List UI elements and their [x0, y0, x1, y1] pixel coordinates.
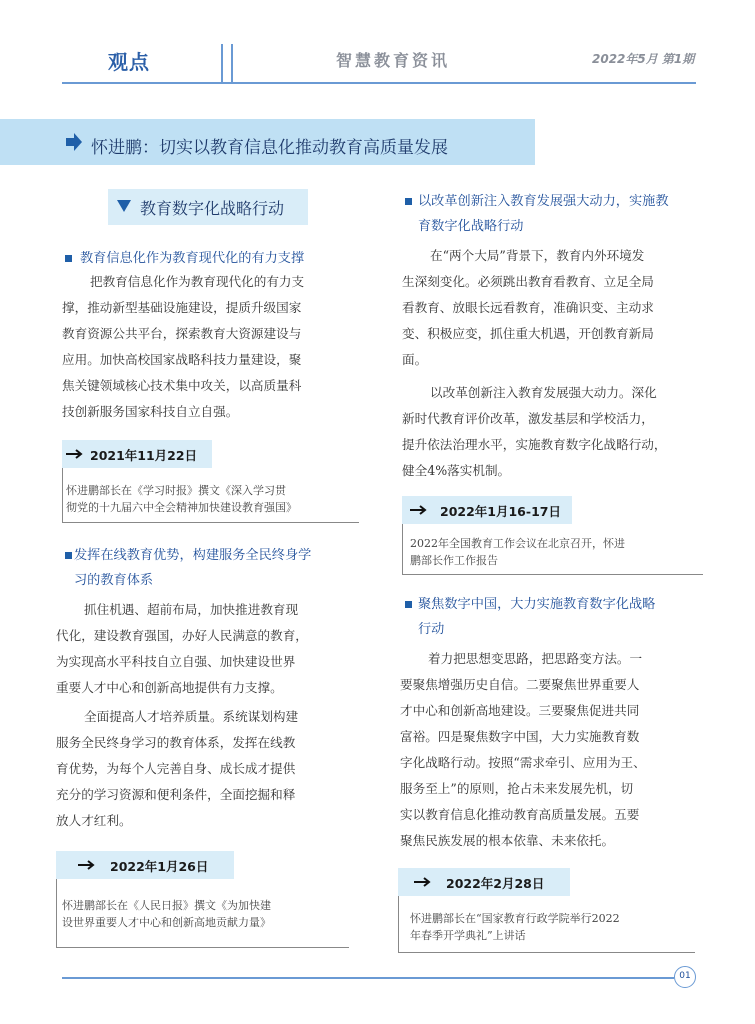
paragraph: 把教育信息化作为教育现代化的有力支 撑，推动新型基础设施建设，提质升级国家 教育资源公共平台，探索教育大资源建设与 应用。加快高校国家战略科技力量建设，聚 焦关键领域核心技术集中攻关，以高质量科 技创新服务国家科技自立自强。: [62, 274, 305, 419]
arrow-right-icon: [78, 860, 96, 870]
triangle-down-icon: [117, 200, 131, 212]
paragraph: 全面提高人才培养质量。系统谋划构建 服务全民终身学习的教育体系，发挥在线教 育优势，为每个人完善自身、成长成才提供 充分的学习资源和便利条件，全面挖掘和释 放人才红利。: [56, 709, 299, 828]
page-number: 01: [674, 966, 696, 988]
date-label: 2022年2月28日: [446, 876, 545, 891]
paragraph: 抓住机遇、超前布局，加快推进教育现 代化，建设教育强国，办好人民满意的教育， 为实现高水平科技自立自强、加快建设世界 重要人才中心和创新高地提供有力支撑。: [56, 602, 308, 695]
publication-name: 智慧教育资讯: [336, 51, 451, 70]
section-label: 观点: [108, 50, 150, 74]
date-label: 2022年1月16-17日: [440, 504, 561, 519]
date-label: 2022年1月26日: [110, 859, 209, 874]
header-divider: [231, 44, 233, 82]
source-note: 怀进鹏部长在《人民日报》撰文《为加快建 设世界重要人才中心和创新高地贡献力量》: [62, 899, 271, 929]
issue-label: 2022年5月 第1期: [592, 52, 695, 66]
square-bullet-icon: [405, 198, 412, 205]
source-note: 2022年全国教育工作会议在北京召开，怀进 鹏部长作工作报告: [410, 537, 625, 567]
subheading: 发挥在线教育优势，构建服务全民终身学 习的教育体系: [74, 548, 312, 588]
header-rule: [62, 82, 696, 84]
arrow-right-icon: [414, 877, 432, 887]
paragraph: 在“两个大局”背景下，教育内外环境发 生深刻变化。必须跳出教育看教育、立足全局 看教育、放眼长远看教育，准确识变、主动求 变、积极应变，抓住重大机遇，开创教育新局 面。: [402, 248, 654, 367]
source-note: 怀进鹏部长在“国家教育行政学院举行2022 年春季开学典礼”上讲话: [410, 912, 620, 942]
article-title: 怀进鹏：切实以教育信息化推动教育高质量发展: [91, 138, 448, 158]
paragraph: 以改革创新注入教育发展强大动力。深化 新时代教育评价改革，激发基层和学校活力， 提升依法治理水平，实施教育数字化战略行动， 健全4%落实机制。: [402, 385, 667, 478]
section-heading: 教育数字化战略行动: [140, 199, 285, 218]
footer-rule: [62, 977, 674, 979]
square-bullet-icon: [65, 255, 72, 262]
source-note: 怀进鹏部长在《学习时报》撰文《深入学习贯 彻党的十九届六中全会精神加快建设教育强国》: [66, 484, 297, 514]
date-label: 2021年11月22日: [90, 448, 198, 463]
header-divider: [221, 44, 223, 82]
subheading: 以改革创新注入教育发展强大动力，实施教 育数字化战略行动: [418, 194, 669, 234]
subheading: 聚焦数字中国，大力实施教育数字化战略 行动: [418, 597, 656, 637]
arrow-right-icon: [410, 505, 428, 515]
square-bullet-icon: [405, 601, 412, 608]
subheading: 教育信息化作为教育现代化的有力支撑: [80, 251, 305, 266]
arrow-right-icon: [66, 449, 84, 459]
arrow-right-icon: [66, 133, 82, 151]
square-bullet-icon: [65, 552, 72, 559]
paragraph: 着力把思想变思路，把思路变方法。一 要聚焦增强历史自信。二要聚焦世界重要人 才中心和创新高地建设。三要聚焦促进共同 富裕。四是聚焦数字中国，大力实施教育数 字化战略行动。按照“需求牵引、应用为王、 服务至上”的原则，抢占未来发展先机，切 实以教育信息化推动教育高质量发展。五要 聚焦民族发展的根本依靠、未来依托。: [400, 651, 646, 848]
